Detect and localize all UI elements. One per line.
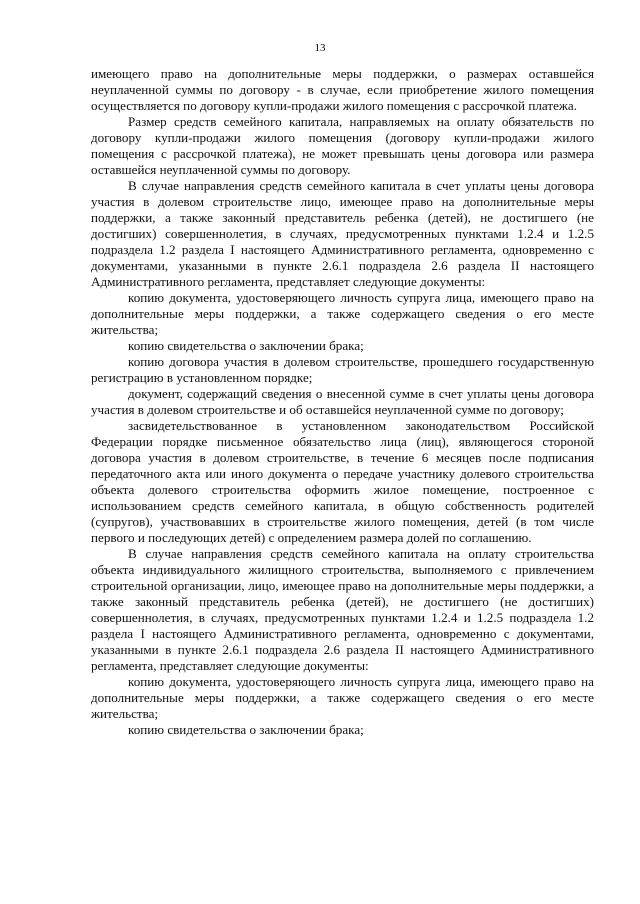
list-item: засвидетельствованное в установленном законодательством Российской Федерации порядке письменное обязательство лица (лиц), являющегося стороной договора участия в долевом строительстве, в течение 6 месяцев после подписания передаточного акта или иного документа о передаче участнику долевого строительства объекта долевого строительства оформить жилое помещение, построенное с использованием средств семейного капитала, в общую собственность родителей (супругов), участвовавших в строительстве жилого помещения, детей (в том числе первого и последующих детей) с определением размера долей по соглашению.: [91, 418, 594, 545]
list-item: копию документа, удостоверяющего личность супруга лица, имеющего право на дополнительные меры поддержки, а также содержащего сведения о его месте жительства;: [91, 674, 594, 721]
page-number: 13: [314, 42, 326, 54]
paragraph: имеющего право на дополнительные меры поддержки, о размерах оставшейся неуплаченной суммы по договору - в случае, если приобретение жилого помещения осуществляется по договору купли-продажи жилого помещения с рассрочкой платежа.: [91, 66, 594, 113]
list-item: копию договора участия в долевом строительстве, прошедшего государственную регистрацию в установленном порядке;: [91, 354, 594, 385]
paragraph: В случае направления средств семейного капитала в счет уплаты цены договора участия в долевом строительстве лицо, имеющее право на дополнительные меры поддержки, а также законный представитель ребенка (детей), не достигшего (не достигших) совершеннолетия, в случаях, предусмотренных пунктами 1.2.4 и 1.2.5 подраздела 1.2 раздела I настоящего Административного регламента, одновременно с документами, указанными в пункте 2.6.1 подраздела 2.6 раздела II настоящего Административного регламента, представляет следующие документы:: [91, 178, 594, 289]
paragraph: В случае направления средств семейного капитала на оплату строительства объекта индивидуального жилищного строительства, выполняемого с привлечением строительной организации, лицо, имеющее право на дополнительные меры поддержки, а также законный представитель ребенка (детей), не достигшего (не достигших) совершеннолетия, в случаях, предусмотренных пунктами 1.2.4 и 1.2.5 подраздела 1.2 раздела I настоящего Административного регламента, одновременно с документами, указанными в пункте 2.6.1 подраздела 2.6 раздела II настоящего Административного регламента, представляет следующие документы:: [91, 546, 594, 673]
list-item: копию свидетельства о заключении брака;: [128, 722, 364, 737]
list-item: копию документа, удостоверяющего личность супруга лица, имеющего право на дополнительные меры поддержки, а также содержащего сведения о его месте жительства;: [91, 290, 594, 337]
document-body: [91, 66, 594, 738]
list-item: копию свидетельства о заключении брака;: [128, 338, 364, 353]
list-item: документ, содержащий сведения о внесенной сумме в счет уплаты цены договора участия в долевом строительстве и об оставшейся неуплаченной сумме по договору;: [91, 386, 594, 417]
paragraph: Размер средств семейного капитала, направляемых на оплату обязательств по договору купли-продажи жилого помещения (договору купли-продажи жилого помещения с рассрочкой платежа), не может превышать цены договора или размера оставшейся неуплаченной суммы по договору.: [91, 114, 594, 177]
